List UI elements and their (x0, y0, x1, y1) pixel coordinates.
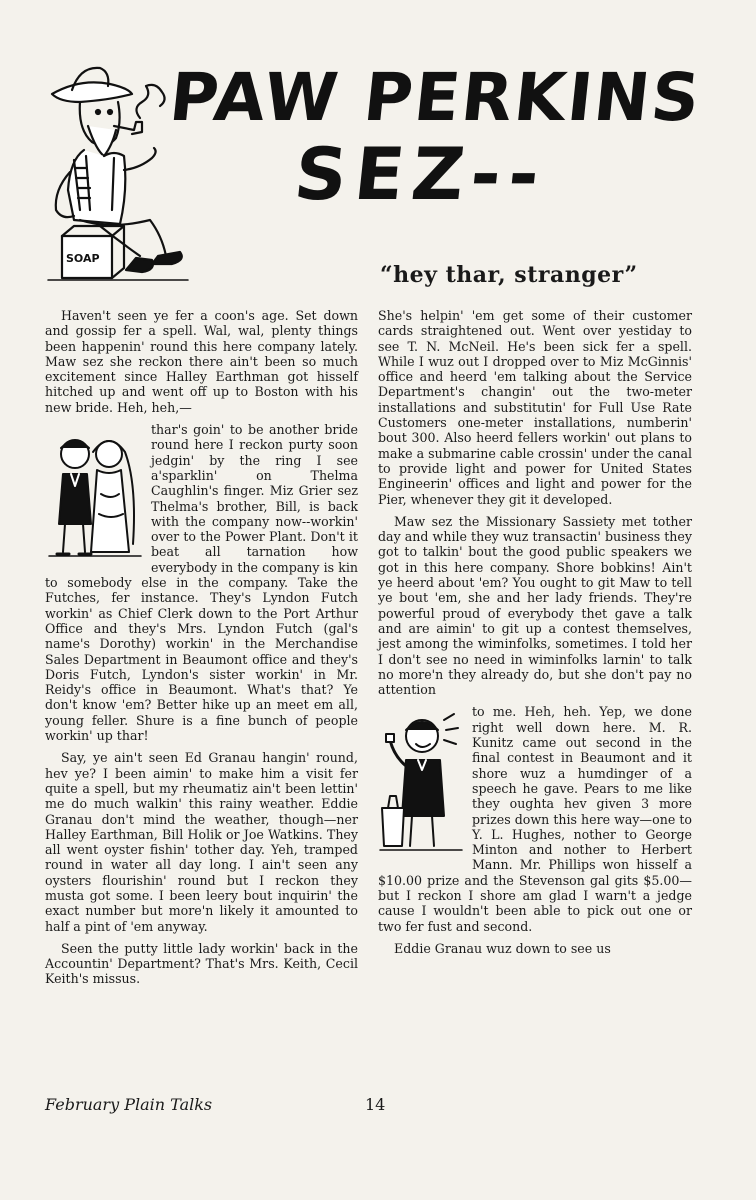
speaker-illustration (378, 706, 464, 856)
paragraph: Seen the putty little lady workin' back in the Accountin' Department? That's Mrs. Keith, Cecil Keith's missus. (45, 940, 358, 987)
right-column (378, 308, 692, 963)
subheading: “hey thar, stranger” (380, 262, 638, 288)
bride-groom-illustration (45, 424, 145, 564)
paragraph: She's helpin' 'em get some of their customer cards straightened out. Went over yestiday to see T. N. McNeil. He's been sick fer a spell. While I wuz out I dropped over to Miz McGinnis' office and heerd 'em talking about the Service Department's changin' out the two-meter installations and substitutin' for Full Use Rate Customers one-meter installations, numberin' bout 300. Also heerd fellers workin' out plans to make a submarine cable crossin' under the canal to provide light and power for United States Engineerin' offices and light and power for the Pier, whenever they git it developed. (378, 308, 692, 507)
headline-line-2: SEZ-- (290, 132, 552, 216)
headline (166, 59, 730, 216)
paragraph: to me. Heh, heh. Yep, we done right well down here. M. R. Kunitz came out second in the final contest in Beaumont and it shore wuz a humdinger of a speech he gave. Pears to me like they oughta hev given 3 more prizes down this here way—one to Y. L. Hughes, nother to George Minton and nother to Herbert Mann. Mr. Phillips won hisself a $10.00 prize and the Stevenson gal gits $5.00—but I reckon I shore am glad I warn't a jedge cause I wouldn't been able to pick out one or two fer fust and second. (378, 704, 692, 934)
paragraph: Maw sez the Missionary Sassiety met tother day and while they wuz transactin' business they got to talkin' bout the good public speakers we got in this here company. Shore bobkins! Ain't ye heerd about 'em? You ought to git Maw to tell ye bout 'em, she and her lady friends. They're powerful proud of everybody thet gave a talk and are aimin' to git up a contest themselves, jest among the wiminfolks, sometimes. I told her I don't see no need in wiminfolks larnin' to talk no more'n they already do, but she don't pay no attention (378, 513, 692, 698)
paragraph: thar's goin' to be another bride round here I reckon purty soon jedgin' by the ring I see a'sparklin' on Thelma Caughlin's finger. Miz Grier sez Thelma's brother, Bill, is back with the company now--workin' over to the Power Plant. Don't it beat all tarnation how everybody in the company is kin to somebody else in the company. Take the Futches, fer instance. They's Lyndon Futch workin' as Chief Clerk down to the Port Arthur Office and they's Mrs. Lyndon Futch (gal's name's Dorothy) workin' in the Merchandise Sales Department in Beaumont office and they's Doris Futch, Lyndon's sister workin' in Mr. Reidy's office in Beaumont. What's that? Ye don't know 'em? Better hike up an meet em all, young feller. Shure is a fine bunch of people workin' up thar! (45, 422, 358, 744)
headline-line-1: PAW PERKINS (166, 59, 706, 136)
page-number: 14 (365, 1095, 386, 1114)
publication-title: February Plain Talks (45, 1095, 213, 1114)
soap-box-label: SOAP (66, 252, 100, 265)
paragraph: Say, ye ain't seen Ed Granau hangin' round, hev ye? I been aimin' to make him a visit fer quite a spell, but my rheumatiz ain't been lettin' me do much walkin' this rainy weather. Eddie Granau don't mind the weather, though—ner Halley Earthman, Bill Holik or Joe Watkins. They all went oyster fishin' tother day. Yeh, tramped round in water all day long. I ain't seen any oysters flourishin' round but I reckon they musta got some. I been leery bout inquirin' the exact number but more'n likely it amounted to half a pint of 'em anyway. (45, 750, 358, 934)
paragraph: Eddie Granau wuz down to see us (394, 940, 611, 956)
paragraph: Haven't seen ye fer a coon's age. Set down and gossip fer a spell. Wal, wal, plenty things been happenin' round this here company lately. Maw sez she reckon there ain't been so much excitement since Halley Earthman got hisself hitched up and went off up to Boston with his new bride. Heh, heh,— (45, 308, 358, 415)
left-column (45, 308, 358, 994)
